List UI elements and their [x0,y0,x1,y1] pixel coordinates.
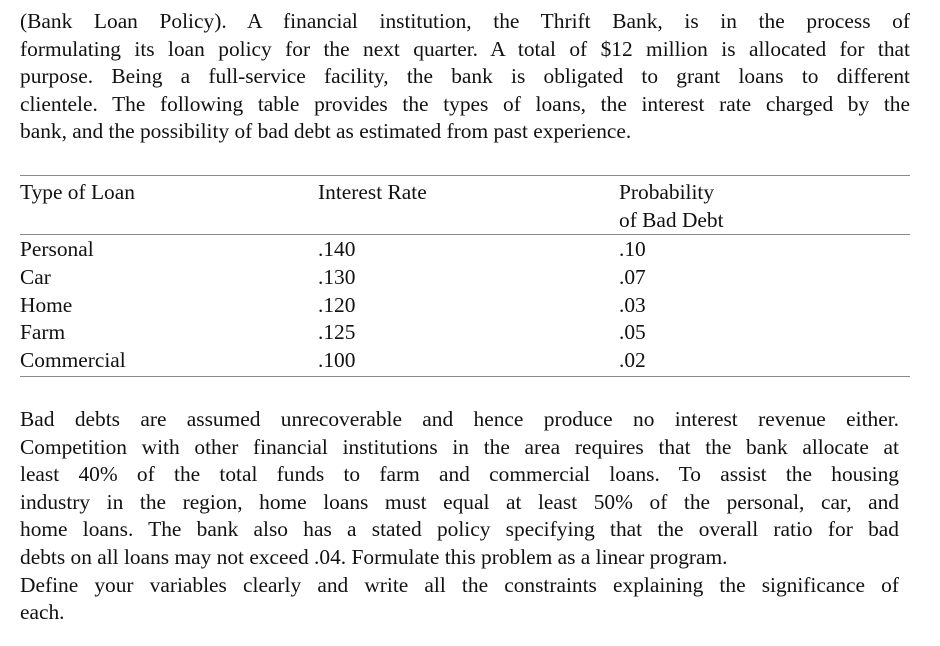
closing-paragraph [20,406,899,627]
closing-line: Bad debts are assumed unrecoverable and hence produce no interest revenue either. [20,407,899,431]
cell-rate: .100 [318,348,356,373]
cell-rate: .125 [318,320,356,345]
closing-line: debts on all loans may not exceed .04. Formulate this problem as a linear program. [20,544,728,569]
cell-rate: .140 [318,237,356,261]
table-bottom-rule [20,376,910,377]
intro-paragraph [20,8,910,146]
table-body [20,235,910,376]
closing-line: Competition with other financial institutions in the area requires that the bank allocate at [20,434,899,459]
cell-rate: .120 [318,292,356,317]
table-row [20,264,910,292]
cell-type: Car [20,264,51,289]
cell-prob: .10 [619,237,646,261]
cell-rate: .130 [318,264,356,289]
header-probability-line1: Probability [619,180,715,204]
cell-prob: .07 [619,264,646,289]
cell-prob: .03 [619,292,646,317]
closing-line: industry in the region, home loans must equal at least 50% of the personal, car, and [20,489,899,514]
header-interest-rate: Interest Rate [318,180,427,204]
loan-table [20,175,910,377]
table-row [20,319,910,347]
cell-type: Farm [20,320,66,345]
header-type-of-loan: Type of Loan [20,180,135,204]
cell-type: Home [20,292,73,317]
table-row [20,236,910,264]
closing-line: home loans. The bank also has a stated policy specifying that the overall ratio for bad [20,517,899,542]
intro-line: (Bank Loan Policy). A financial institution, the Thrift Bank, is in the process of [20,9,910,33]
header-probability-line2: of Bad Debt [619,207,724,232]
table-row [20,347,910,375]
table-header [20,176,910,234]
cell-type: Personal [20,237,94,261]
closing-line: least 40% of the total funds to farm and commercial loans. To assist the housing [20,462,899,487]
closing-text [20,406,899,627]
intro-line: clientele. The following table provides the types of loans, the interest rate charged by the [20,91,910,116]
cell-prob: .05 [619,320,646,345]
intro-line: purpose. Being a full-service facility, the bank is obligated to grant loans to different [20,64,910,89]
intro-line: bank, and the possibility of bad debt as estimated from past experience. [20,119,632,144]
cell-type: Commercial [20,348,126,373]
problem-statement [20,8,910,146]
intro-line: formulating its loan policy for the next quarter. A total of $12 million is allocated for that [20,36,910,61]
header-probability [619,179,724,234]
closing-line: Define your variables clearly and write all the constraints explaining the significance of [20,572,899,597]
cell-prob: .02 [619,348,646,373]
table-row [20,292,910,320]
closing-line: each. [20,600,65,625]
